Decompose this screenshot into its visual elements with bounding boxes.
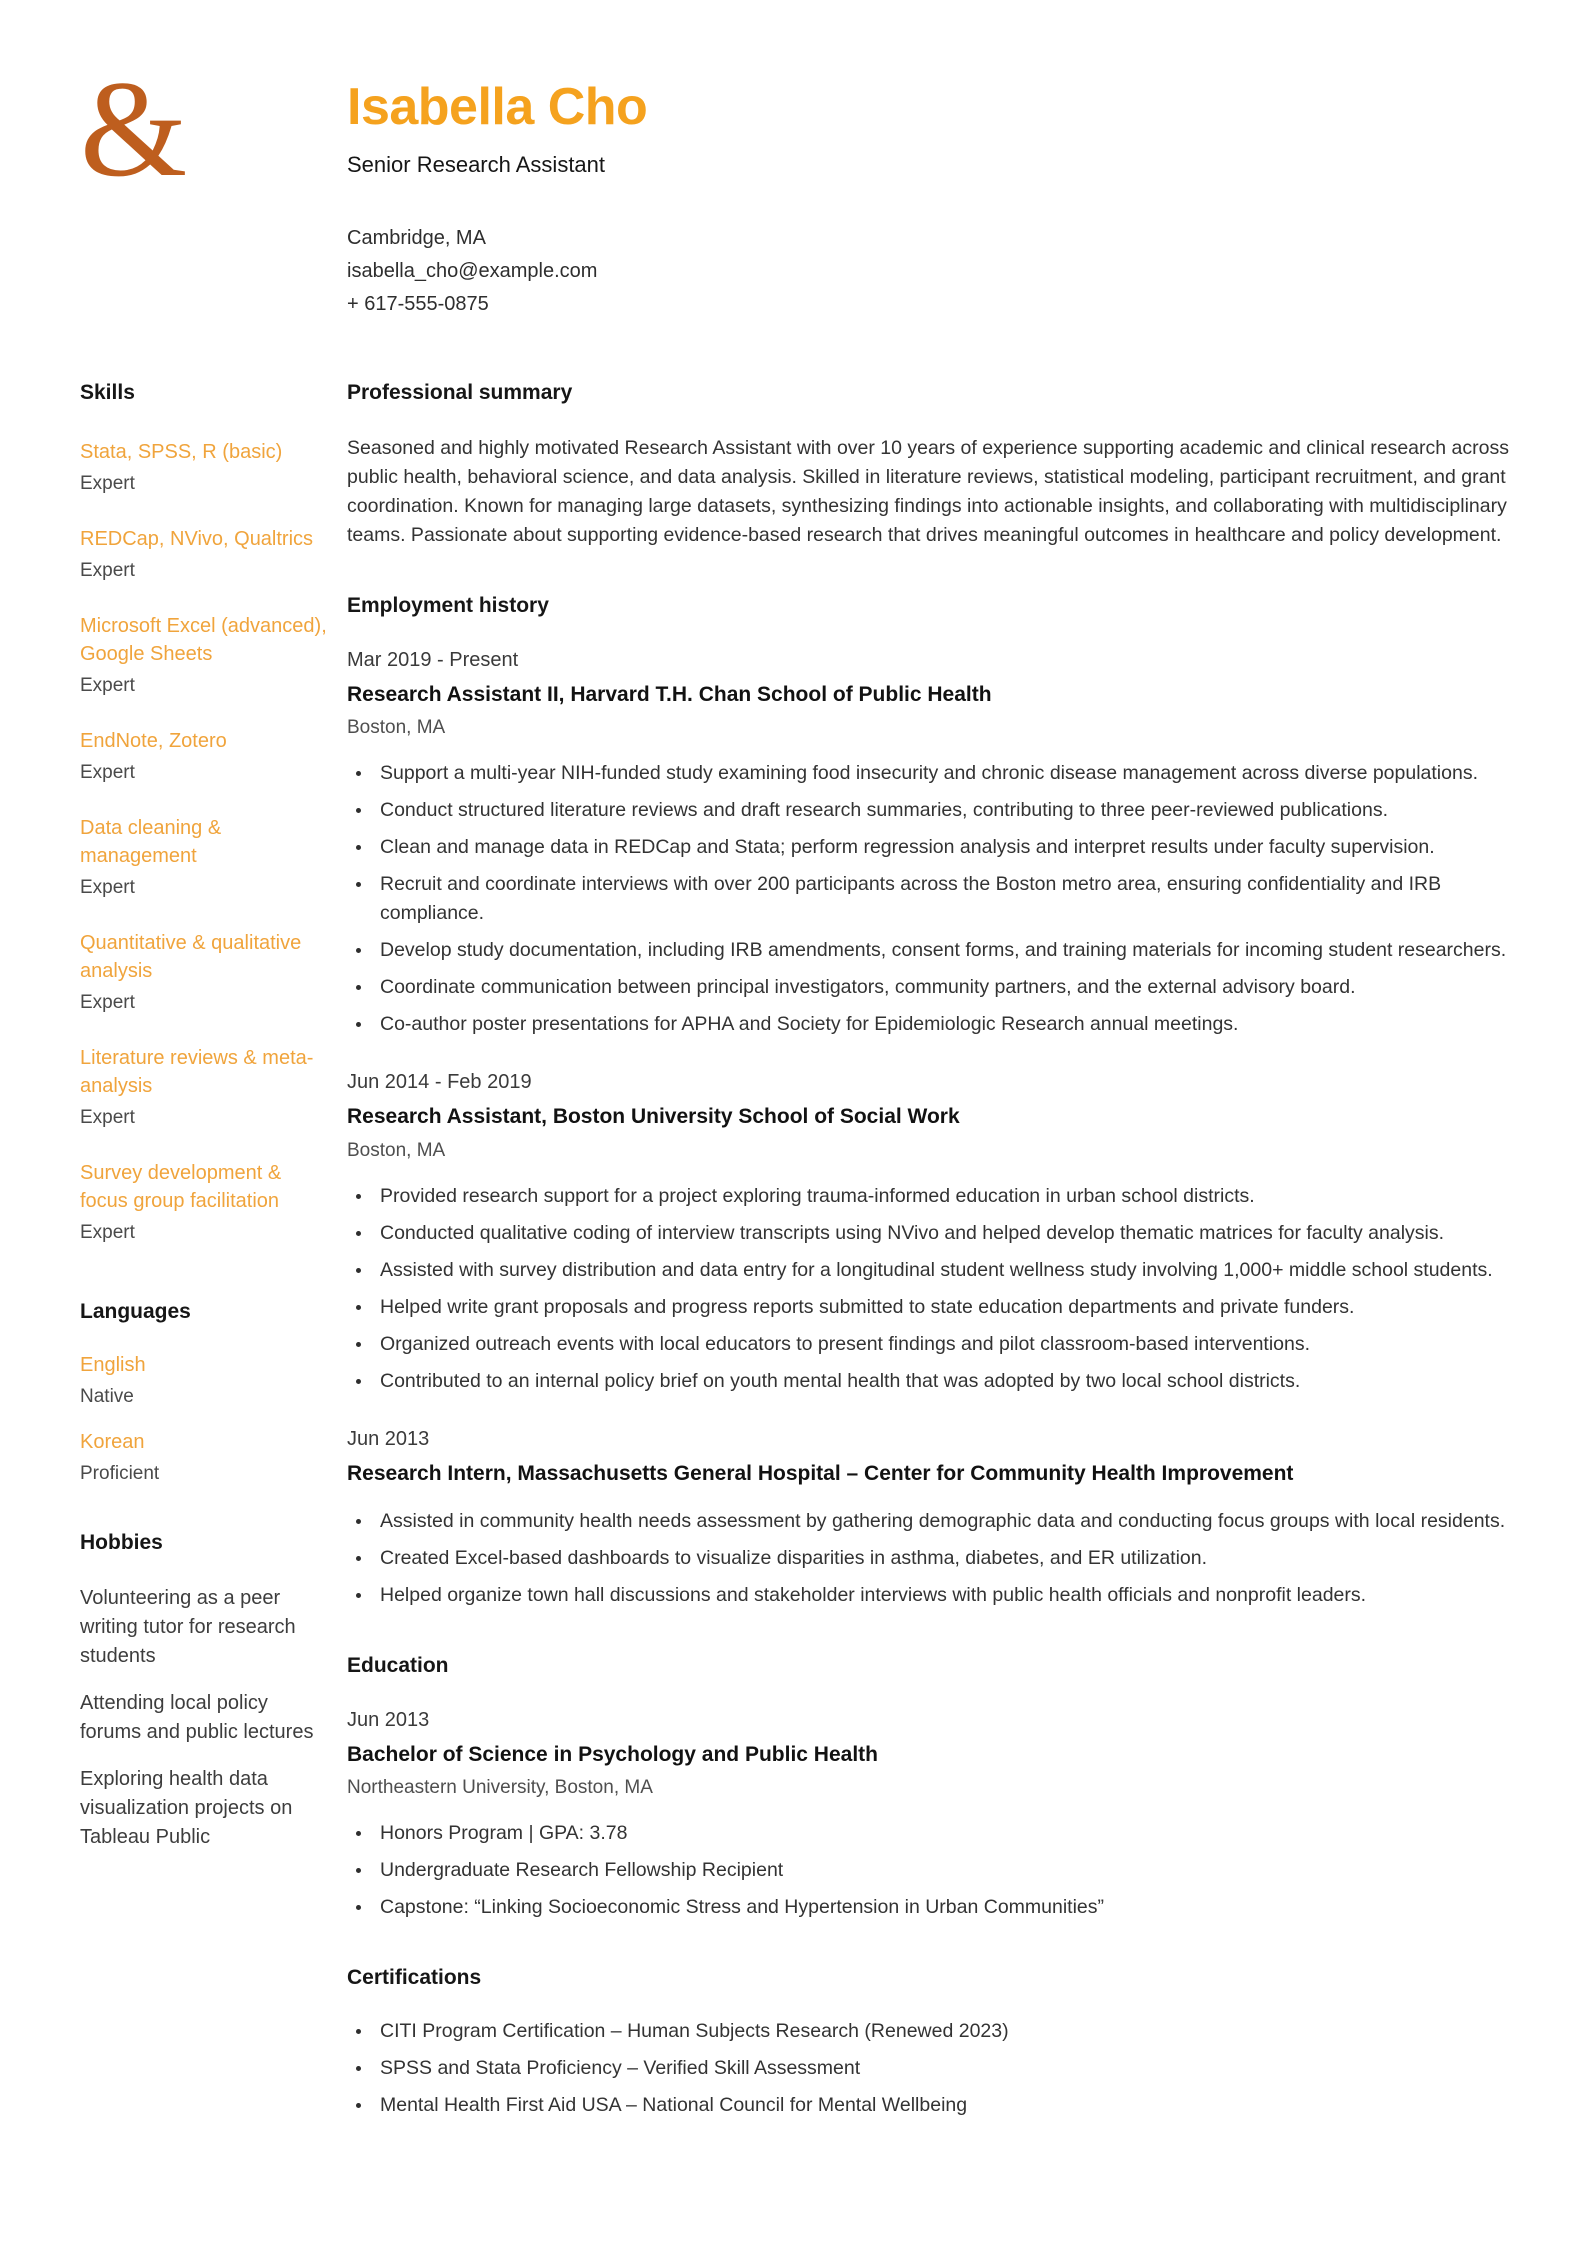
job-bullet: Contributed to an internal policy brief on youth mental health that was adopted by two local school districts.	[347, 1367, 1522, 1396]
ampersand-logo-icon: &	[80, 52, 188, 205]
candidate-job-title: Senior Research Assistant	[347, 151, 606, 177]
job-bullets	[347, 759, 1528, 1039]
certification-bullet: SPSS and Stata Proficiency – Verified Skill Assessment	[347, 2054, 1522, 2083]
job-entry	[347, 1069, 1528, 1395]
hobbies-list	[80, 1584, 330, 1852]
skills-title: Skills	[80, 380, 135, 404]
job-location: Boston, MA	[347, 717, 446, 739]
job-bullet: Created Excel-based dashboards to visualize disparities in asthma, diabetes, and ER utilization.	[347, 1544, 1522, 1573]
job-bullets	[347, 1182, 1528, 1396]
skill-item	[80, 612, 330, 697]
skill-level: Expert	[80, 472, 135, 494]
contact-phone: + 617-555-0875	[347, 292, 489, 315]
languages-title: Languages	[80, 1299, 191, 1323]
job-bullet: Provided research support for a project exploring trauma-informed education in urban school districts.	[347, 1182, 1522, 1211]
skill-level: Expert	[80, 876, 135, 898]
contact-email: isabella_cho@example.com	[347, 259, 598, 282]
education-bullet: Honors Program | GPA: 3.78	[347, 1819, 1522, 1848]
language-level: Native	[80, 1385, 134, 1407]
contact-block	[347, 222, 647, 321]
skill-item	[80, 1159, 330, 1244]
education-school: Northeastern University, Boston, MA	[347, 1777, 653, 1799]
job-bullet: Conducted qualitative coding of interview transcripts using NVivo and helped develop thematic matrices for faculty analysis.	[347, 1219, 1522, 1248]
job-bullet: Assisted with survey distribution and data entry for a longitudinal student wellness study involving 1,000+ middle school students.	[347, 1256, 1522, 1285]
summary-title: Professional summary	[347, 380, 573, 404]
main-column	[347, 381, 1528, 2129]
employment-title: Employment history	[347, 593, 549, 617]
language-item	[80, 1351, 330, 1408]
skill-item	[80, 727, 330, 784]
job-role: Research Intern, Massachusetts General Hospital – Center for Community Health Improvement	[347, 1461, 1294, 1485]
education-entry	[347, 1707, 1528, 1922]
skill-name: REDCap, NVivo, Qualtrics	[80, 527, 314, 550]
job-bullet: Clean and manage data in REDCap and Stata; perform regression analysis and interpret results under faculty supervision.	[347, 833, 1522, 862]
job-entry	[347, 647, 1528, 1039]
skill-item	[80, 1044, 330, 1129]
languages-list	[80, 1351, 330, 1485]
skill-name: Data cleaning & management	[80, 816, 222, 867]
education-section	[347, 1654, 1528, 1922]
summary-text: Seasoned and highly motivated Research Assistant with over 10 years of experience supporting academic and clinical research across public health, behavioral science, and data analysis. Skilled in literature reviews, statistical modeling, participant recruitment, and grant coordination. Known for managing large datasets, synthesizing findings into actionable insights, and collaborating with multidisciplinary teams. Passionate about supporting evidence-based research that drives meaningful outcomes in healthcare and policy development.	[347, 436, 1509, 546]
job-bullet: Helped organize town hall discussions and stakeholder interviews with public health officials and nonprofit leaders.	[347, 1581, 1522, 1610]
hobbies-title: Hobbies	[80, 1530, 163, 1554]
sidebar	[80, 381, 330, 2129]
education-dates: Jun 2013	[347, 1708, 430, 1731]
contact-location: Cambridge, MA	[347, 226, 486, 249]
certifications-section	[347, 1966, 1528, 2120]
header	[80, 52, 1528, 321]
education-bullet: Capstone: “Linking Socioeconomic Stress and Hypertension in Urban Communities”	[347, 1893, 1522, 1922]
education-bullets	[347, 1819, 1528, 1922]
job-dates: Jun 2014 - Feb 2019	[347, 1071, 532, 1094]
job-bullet: Coordinate communication between principal investigators, community partners, and the external advisory board.	[347, 973, 1522, 1002]
employment-section	[347, 594, 1528, 1610]
education-degree: Bachelor of Science in Psychology and Public Health	[347, 1742, 878, 1766]
content-columns	[80, 381, 1528, 2129]
skill-level: Expert	[80, 1106, 135, 1128]
skill-name: Quantitative & qualitative analysis	[80, 931, 302, 982]
skill-item	[80, 525, 330, 582]
certification-bullet: Mental Health First Aid USA – National Council for Mental Wellbeing	[347, 2091, 1522, 2120]
job-bullet: Recruit and coordinate interviews with over 200 participants across the Boston metro area, ensuring confidentiality and IRB compliance.	[347, 870, 1522, 928]
job-bullets	[347, 1507, 1528, 1610]
job-bullet: Organized outreach events with local educators to present findings and pilot classroom-based interventions.	[347, 1330, 1522, 1359]
skill-item	[80, 929, 330, 1014]
certifications-title: Certifications	[347, 1966, 482, 1990]
job-role: Research Assistant II, Harvard T.H. Chan School of Public Health	[347, 682, 992, 706]
job-dates: Jun 2013	[347, 1427, 430, 1450]
skill-level: Expert	[80, 1221, 135, 1243]
languages-section	[80, 1300, 330, 1485]
job-bullet: Conduct structured literature reviews and draft research summaries, contributing to three peer-reviewed publications.	[347, 796, 1522, 825]
skill-name: Stata, SPSS, R (basic)	[80, 440, 283, 463]
skill-name: Literature reviews & meta-analysis	[80, 1046, 314, 1097]
hobbies-section	[80, 1531, 330, 1852]
job-bullet: Helped write grant proposals and progress reports submitted to state education departments and private funders.	[347, 1293, 1522, 1322]
candidate-name: Isabella Cho	[347, 78, 648, 136]
certifications-list	[347, 2017, 1528, 2120]
summary-section	[347, 381, 1528, 550]
skills-list	[80, 438, 330, 1244]
skills-section	[80, 381, 330, 1244]
job-bullet: Support a multi-year NIH-funded study examining food insecurity and chronic disease management across diverse populations.	[347, 759, 1522, 788]
brand-logo	[80, 52, 347, 205]
skill-level: Expert	[80, 991, 135, 1013]
job-entry	[347, 1426, 1528, 1610]
job-bullet: Co-author poster presentations for APHA and Society for Epidemiologic Research annual meetings.	[347, 1010, 1522, 1039]
language-level: Proficient	[80, 1462, 160, 1484]
job-location: Boston, MA	[347, 1139, 446, 1161]
certification-bullet: CITI Program Certification – Human Subjects Research (Renewed 2023)	[347, 2017, 1522, 2046]
hobby-item: Exploring health data visualization projects on Tableau Public	[80, 1768, 293, 1849]
language-item	[80, 1428, 330, 1485]
header-info	[347, 78, 647, 321]
language-name: Korean	[80, 1430, 145, 1453]
education-title: Education	[347, 1653, 449, 1677]
education-bullet: Undergraduate Research Fellowship Recipient	[347, 1856, 1522, 1885]
skill-item	[80, 438, 330, 495]
skill-level: Expert	[80, 761, 135, 783]
skill-name: Survey development & focus group facilitation	[80, 1161, 282, 1212]
hobby-item: Attending local policy forums and public lectures	[80, 1692, 314, 1744]
skill-item	[80, 814, 330, 899]
skill-level: Expert	[80, 559, 135, 581]
language-name: English	[80, 1353, 146, 1376]
skill-name: EndNote, Zotero	[80, 729, 227, 752]
job-bullet: Assisted in community health needs assessment by gathering demographic data and conducting focus groups with local residents.	[347, 1507, 1522, 1536]
job-dates: Mar 2019 - Present	[347, 648, 519, 671]
job-bullet: Develop study documentation, including IRB amendments, consent forms, and training materials for incoming student researchers.	[347, 936, 1522, 965]
hobby-item: Volunteering as a peer writing tutor for research students	[80, 1587, 296, 1668]
skill-level: Expert	[80, 674, 135, 696]
job-role: Research Assistant, Boston University School of Social Work	[347, 1105, 960, 1129]
skill-name: Microsoft Excel (advanced), Google Sheets	[80, 614, 327, 665]
